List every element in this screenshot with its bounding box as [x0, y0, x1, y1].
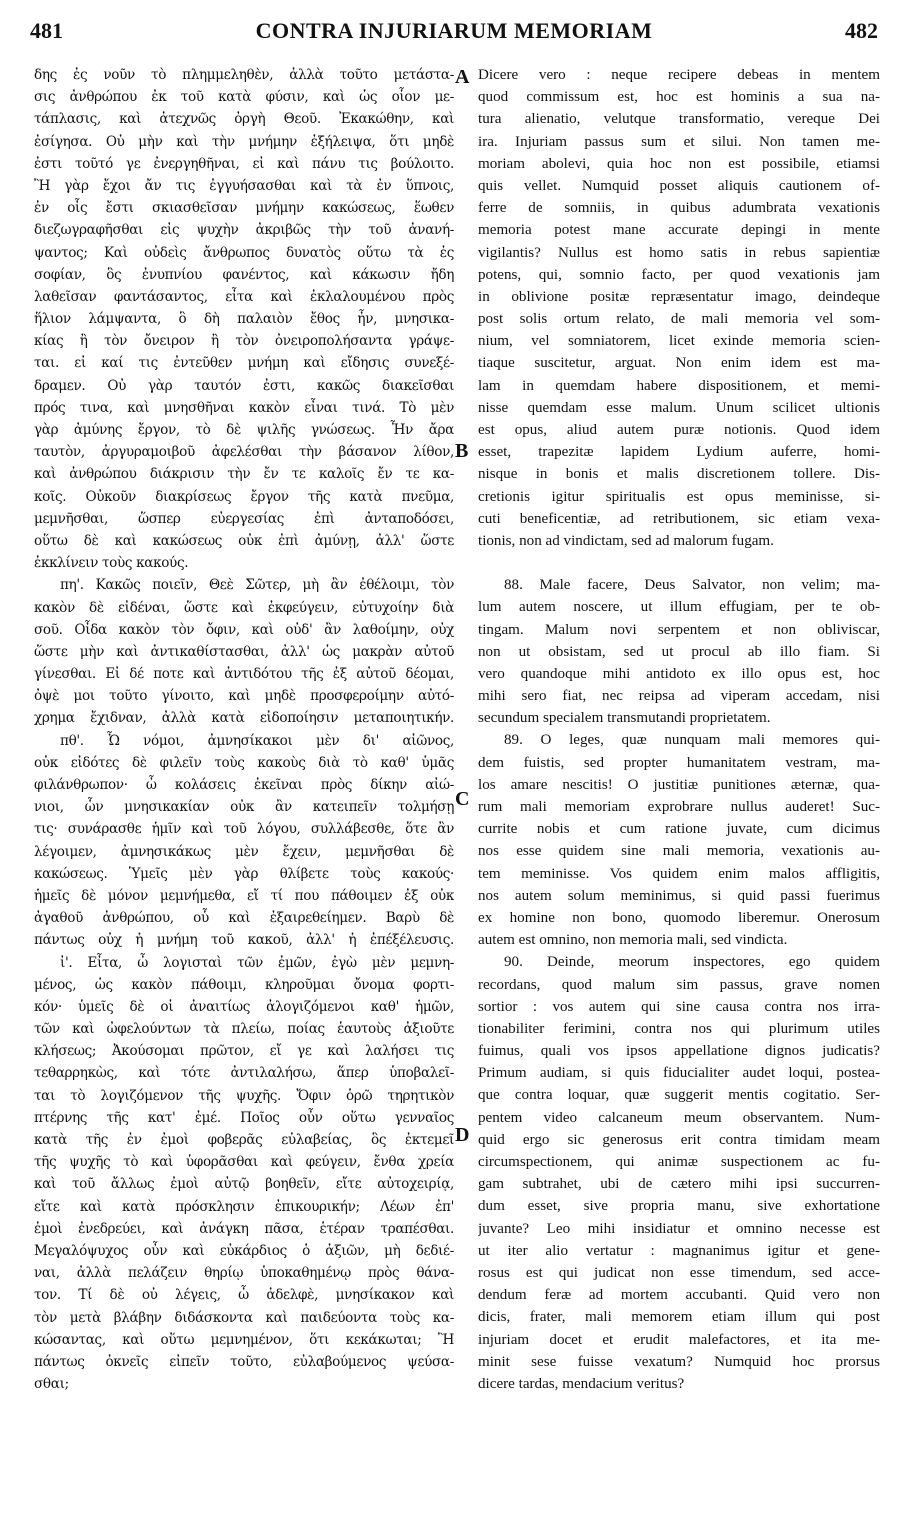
latin-text-line: quod commissum est, hoc est hominis a sua na-: [478, 89, 880, 106]
latin-text-line: secundum specialem transmutandi proprietatem.: [478, 710, 771, 727]
greek-text-line: καὶ ἀνθρώπου διάκρισιν τὴν ἔν τε καλοῖς ἔν τε κα-: [34, 466, 454, 483]
greek-text-line: μεμνῆσθαι, ὥσπερ εὐεργεσίας ἐπὶ ἀνταποδόσει,: [34, 510, 454, 527]
latin-text-line: in oblivione positæ repræsentatur imago, deindeque: [478, 288, 880, 305]
greek-text-line: Ἢ γὰρ ἔχοι ἄν τις ἐγγυήσασθαι καὶ τὰ ἐν ὕπνοις,: [34, 177, 454, 194]
latin-text-line: 89. O leges, quæ nunquam mali memores qui-: [504, 732, 880, 749]
latin-text-line: recordans, quod malum sim passus, grave nomen: [478, 976, 880, 993]
latin-text-line: tem meminisse. Vos quidem enim malos affligitis,: [478, 865, 880, 882]
greek-text-line: τὸν μετὰ βλάβην διδάσκοντα καὶ παιδεύοντα τοὺς κα-: [34, 1309, 454, 1326]
page-number-left: 481: [30, 18, 63, 43]
latin-text-line: nos autem solum meminimus, si quid passi fuerimus: [478, 887, 880, 904]
greek-text-line: κόν· ὑμεῖς δὲ οἱ ἀναιτίως ἀλογιζόμενοι καθ' ἡμῶν,: [34, 998, 454, 1015]
greek-text-line: πη'. Κακῶς ποιεῖν, Θεὲ Σῶτερ, μὴ ἂν ἐθέλοιμι, τὸν: [60, 577, 454, 594]
greek-text-line: τῶν καὶ ὠφελούντων τὰ πλείω, ποίας ἑαυτοὺς ἀξιοῦτε: [34, 1021, 454, 1038]
margin-letter-b: B: [455, 440, 469, 462]
greek-text-line: ἐκκλίνειν τοὺς κακούς.: [34, 555, 189, 572]
greek-text-line: ἐν οἷς ἔστι σκιασθεῖσαν μνήμην κακώσεως, ἕωθεν: [34, 200, 454, 217]
latin-text-line: quid ergo sic generosus erit contra timidam meam: [478, 1131, 880, 1148]
latin-text-line: nium, vel somniatorem, licet exinde memoria scien-: [478, 333, 880, 350]
latin-text-line: esset, trapezitæ lapidem Lydium auferre, homi-: [478, 444, 880, 461]
greek-text-line: ται τὸ λογιζόμενον τῆς ψυχῆς. Ὄφιν ὁρῶ τηρητικὸν: [34, 1087, 454, 1104]
running-title: CONTRA INJURIARUM MEMORIAM: [255, 18, 653, 43]
greek-text-line: σοῦ. Οἶδα κακὸν τὸν ὄφιν, καὶ οὐδ' ἂν λαθοίμην, οὐχ: [34, 621, 454, 638]
latin-text-line: ex homine non bono, quomodo liberemur. Onerosum: [478, 909, 880, 926]
greek-text-line: γὰρ ἀμύνης ἔργον, τὸ δὲ ψιλῆς γνώσεως. Ἦν ἄρα: [34, 422, 454, 438]
latin-text-line: minit sese fuisse vexatum? Numquid hoc prorsus: [478, 1353, 880, 1370]
greek-text-line: ἥλιον λάμψαντα, ὃ δὴ παλαιὸν ἔθος ἦν, μνησικα-: [34, 311, 454, 328]
greek-text-line: σις ἀνθρώπου ἐκ τοῦ κατὰ φύσιν, καὶ ὡς οἷον με-: [34, 89, 454, 106]
greek-text-line: καὶ τοῦ ἄλλως ἐμοὶ αὐτῷ βοηθεῖν, εἴτε αὐτοχειρίᾳ,: [34, 1176, 454, 1193]
latin-text-line: Dicere vero : neque recipere debeas in mentem: [478, 67, 880, 83]
greek-text-line: ἐσίγησα. Οὐ μὴν καὶ τὴν μνήμην ἐξήλειψα, ὅτι μηδὲ: [34, 133, 454, 150]
latin-text-line: tionis, non ad vindictam, sed ad malorum fugam.: [478, 532, 774, 549]
page-number-right: 482: [845, 18, 878, 43]
latin-text-line: tura alienatio, velutque transformatio, vereque Dei: [478, 111, 880, 128]
latin-text-line: injuriam docet et erudit malefactores, et ita me-: [478, 1331, 880, 1348]
latin-text-line: non ut obsistam, sed ut procul ab illo fiam. Si: [478, 643, 880, 660]
latin-text-line: tiaque suscitetur, arguat. Non enim idem est ma-: [478, 355, 880, 372]
latin-text-line: potens, qui, somnio facto, per quod vexationis jam: [478, 266, 880, 283]
greek-text-line: πθ'. Ὦ νόμοι, ἀμνησίκακοι μὲν δι' αἰῶνος,: [60, 732, 454, 749]
greek-text-line: ψαντος; Καὶ οὐδεὶς ἄνθρωπος δυνατὸς οὕτω τὰ ἐς: [34, 244, 454, 261]
latin-text-line: autem est omnino, non memoria mali, sed vindicta.: [478, 932, 788, 949]
greek-text-line: ὥστε μὴν καὶ ἀντικαθίστασθαι, ἀλλ' ὡς μακρὰν αὐτοῦ: [34, 643, 454, 660]
paragraph-gap: [478, 552, 880, 574]
greek-text-line: ἰ'. Εἶτα, ὦ λογισταὶ τῶν ἐμῶν, ἐγὼ μὲν μεμνη-: [60, 954, 454, 971]
latin-text-line: rum mali memoriam exprobrare nullus auderet! Suc-: [478, 799, 880, 815]
latin-text-line: mihi sero fiat, nec reipsa ad viperam accedam, nisi: [478, 688, 880, 705]
greek-text-line: τεθαρρηκὼς, καὶ τότε ἀντιλαλήσω, ἅπερ ὑποβαλεῖ-: [34, 1065, 454, 1082]
greek-text-line: νιοι, ὧν μνησικακίαν οὐκ ἂν κατειπεῖν τολμήσῃ: [34, 799, 454, 816]
latin-text-line: dendum feræ ad mortem accubanti. Quid vero non: [478, 1287, 880, 1304]
latin-text-line: ut iter alio vertatur : magnanimus igitur et gene-: [478, 1242, 880, 1259]
latin-text-line: ferre de somniis, in quibus adumbrata vexationis: [478, 200, 880, 217]
greek-text-column: [34, 64, 454, 1395]
latin-text-line: tingam. Malum novi serpentem et non obliviscar,: [478, 621, 880, 638]
greek-text-line: γίνεσθαι. Εἰ δέ ποτε καὶ ἀντιδότου τῆς ἐξ αὐτοῦ δέομαι,: [34, 666, 454, 683]
greek-text-line: πάντως ὀκνεῖς εἰπεῖν τοῦτο, εὐλαβούμενος ψεύσα-: [34, 1353, 454, 1370]
latin-text-line: ira. Injuriam passus sum et silui. Non tamen me-: [478, 133, 880, 150]
margin-letter-a: A: [455, 66, 470, 88]
latin-text-line: rosus est qui judicat non esse timendum, sed acce-: [478, 1264, 880, 1281]
greek-text-line: κλήσεως; Ἀκούσομαι πρῶτον, εἴ γε καὶ λαλήσει τις: [34, 1043, 454, 1060]
greek-text-line: λέγοιμεν, ἀμνησικάκως μὲν ἔχειν, μεμνῆσθαι δὲ: [34, 843, 454, 860]
latin-text-line: lam in quemdam habere dispositionem, et memi-: [478, 377, 880, 394]
latin-text-line: nisque in bonis et malis discretionem tollere. Dis-: [478, 466, 880, 483]
greek-text-line: σοφίαν, ὃς ἐνυπνίου φανέντος, καὶ κάκωσιν ἤδη: [34, 266, 454, 283]
running-header: [30, 18, 878, 48]
latin-text-line: circumspectionem, qui animæ suspectionem ac fu-: [478, 1154, 880, 1170]
greek-text-line: πάντως οὐχ ἡ μνήμη τοῦ κακοῦ, ἀλλ' ἡ ἐπέξέλευσις.: [34, 932, 454, 949]
greek-text-line: κακὸν δὲ εἰδέναι, ὥστε καὶ ἐκφεύγειν, εὐτυχοίην διὰ: [34, 599, 454, 616]
greek-text-line: κακώσεως. Ὑμεῖς μὲν γὰρ θλίβετε τοὺς κακούς·: [34, 865, 454, 882]
latin-text-line: gam subtrahet, ubi de cætero mihi ipsi succurren-: [478, 1176, 880, 1193]
latin-text-line: dicis, frater, mali memorem etiam illum qui post: [478, 1309, 880, 1326]
latin-text-line: lum autem noscere, ut illum effugiam, per te ob-: [478, 599, 880, 616]
latin-text-line: vigilantis? Nullus est homo satis in rebus sapientiæ: [478, 244, 880, 261]
greek-text-line: μένος, ὡς κακὸν πάθοιμι, κληροῦμαι ὄνομα φορτι-: [34, 976, 454, 993]
latin-text-line: dicere tardas, mendacium veritus?: [478, 1375, 685, 1392]
greek-text-line: κατὰ τῆς ἐν ἐμοὶ φοβερᾶς εὐλαβείας, ὃς ἐκτεμεῖ: [34, 1132, 454, 1148]
latin-text-line: moriam abolevi, quia hoc non est possibile, etiamsi: [478, 155, 880, 172]
greek-text-line: τῆς ψυχῆς τὸ καὶ ὑφορᾶσθαι καὶ φεύγειν, ἔνθα χρεία: [34, 1154, 454, 1171]
greek-text-line: Μεγαλόψυχος οὖν καὶ εὐκάρδιος ὁ ἀξιῶν, μὴ δεδιέ-: [34, 1242, 454, 1259]
latin-text-line: nos esse quidem sine mali memoria, vexationis au-: [478, 843, 880, 860]
greek-text-line: ται. εἰ καί τις ἐντεῦθεν μνήμη καὶ εἴδησις συνεξέ-: [34, 355, 454, 372]
greek-text-line: ὀψὲ μοι τοῦτο γίνοιτο, καὶ μηδὲ προσφεροίμην αὐτό-: [34, 688, 454, 705]
latin-text-line: fuimus, quali vos ipsos appellatione dignos judicatis?: [478, 1043, 880, 1060]
margin-letter-c: C: [455, 788, 470, 810]
latin-text-column: [478, 64, 880, 1395]
latin-text-line: Primum audiam, si quis fiducialiter audet loqui, postea-: [478, 1065, 880, 1082]
greek-text-line: τις· συνάρασθε ἡμῖν καὶ τοῦ λόγου, συλλάβεσθε, ὅτε ἂν: [34, 821, 454, 838]
latin-text-line: pentem video calcaneum meum observantem. Num-: [478, 1109, 880, 1126]
greek-text-line: κώσαντας, καὶ οὕτω μεμνημένον, ὅτι κεκάκωται; Ἢ: [34, 1331, 454, 1348]
greek-text-line: φιλάνθρωπον· ὦ κολάσεις ἐκεῖναι πρὸς δίκην αἰώ-: [34, 777, 454, 793]
latin-text-line: cretionis igitur spiritualis est opus meminisse, si-: [478, 488, 880, 505]
latin-text-line: currite nobis et cum ratione juvate, cum dicimus: [478, 821, 880, 838]
greek-text-line: οὐκ εἰδότες δὲ φιλεῖν τοὺς κακοὺς διὰ τὸ καθ' ὑμᾶς: [34, 754, 454, 771]
greek-text-line: κίας ἢ τὸν ὄνειρον ἢ τὸν ὀνειροπολήσαντα γράψε-: [34, 333, 454, 350]
greek-text-line: διεζωγραφῆσθαι εἰς ψυχὴν ἀκριβῶς τὴν τοῦ ἀνανή-: [34, 222, 454, 239]
greek-text-line: τον. Τί δὲ οὐ λέγεις, ὦ ἀδελφὲ, μνησίκακον καὶ: [34, 1287, 454, 1304]
greek-text-line: ἡμεῖς δὲ μόνον μεμνήμεθα, εἴ τί που πάθοιμεν ἐξ οὐκ: [34, 887, 454, 904]
greek-text-line: ἐστι τοῦτό γε ἐνεργηθῆναι, εἰ καὶ πάνυ τις βούλοιτο.: [34, 155, 454, 172]
latin-text-line: juvante? Leo mihi insidiatur et omnino necesse est: [478, 1220, 880, 1237]
greek-text-line: δης ἐς νοῦν τὸ πλημμεληθὲν, ἀλλὰ τοῦτο μετάστα-: [34, 67, 454, 83]
greek-text-line: πρός τινα, καὶ μνησθῆναι κακὸν εἶναι τινά. Τὸ μὲν: [34, 399, 454, 416]
greek-text-line: χρημα ἔχιδναν, ἀλλὰ κατὰ εἰδοποίησιν μεταποιητικήν.: [34, 710, 454, 727]
latin-text-line: sortior : vos autem qui sine causa contra nos irra-: [478, 998, 880, 1015]
greek-text-line: τάπλασις, καὶ ἀτεχνῶς ὀργὴ Θεοῦ. Ἐκακώθην, καὶ: [34, 111, 454, 128]
latin-text-line: vero quandoque mihi antidoto ex illo opus est, hoc: [478, 665, 880, 682]
margin-letter-d: D: [455, 1124, 470, 1146]
latin-text-line: tionabiliter ferimini, contra nos qui plurimum utiles: [478, 1020, 880, 1037]
greek-text-line: δραμεν. Οὐ γὰρ ταυτόν ἐστι, κακῶς διακεῖσθαι: [34, 377, 454, 394]
latin-text-line: los amare nescitis! O justitiæ punitiones æternæ, qua-: [478, 776, 880, 793]
latin-text-line: 90. Deinde, meorum inspectores, ego quidem: [504, 954, 880, 971]
latin-text-line: que contra loquar, quæ suggerit mentis cogitatio. Ser-: [478, 1087, 880, 1104]
greek-text-line: εἴτε καὶ κατὰ πρόσκλησιν ἐπικουρικήν; Λέων ἐπ': [34, 1198, 454, 1215]
latin-text-line: dum esset, sive propria manu, sive exhortatione: [478, 1198, 880, 1215]
latin-text-line: memoria potest mane accurate depingi in mente: [478, 222, 880, 239]
latin-text-line: dem fuistis, sed propter humanitatem vestram, ma-: [478, 754, 880, 771]
latin-text-line: cuti beneficentiæ, ad retributionem, sic etiam vexa-: [478, 510, 880, 527]
greek-text-line: πτέρνης τῆς κατ' ἐμέ. Ποῖος οὖν οὕτω γενναῖος: [34, 1109, 454, 1126]
greek-text-line: κοῖς. Οὐκοῦν διακρίσεως ἔργον τῆς κατὰ πνεῦμα,: [34, 488, 454, 505]
latin-text-line: est opus, aliud autem puræ notionis. Quod idem: [478, 422, 880, 438]
greek-text-line: ἀγαθοῦ ἀνθρώπου, οὗ καὶ ἐξαιρεθείημεν. Βαρὺ δὲ: [34, 910, 454, 927]
greek-text-line: ταυτὸν, ἀργυραμοιβοῦ ἀφελέσθαι τὴν βάσανον λίθον,: [34, 444, 454, 461]
greek-text-line: ἐμοὶ ἐνεδρεύει, καὶ ἀνάγκη πᾶσα, ἑτέραν τραπέσθαι.: [34, 1220, 454, 1237]
latin-text-line: 88. Male facere, Deus Salvator, non velim; ma-: [504, 577, 880, 594]
latin-text-line: quis vellet. Numquid posset aliquis cautionem of-: [478, 177, 880, 194]
latin-text-line: nisse quemdam esse malum. Unum scilicet ultionis: [478, 399, 880, 416]
greek-text-line: ναι, ἀλλὰ πελάζειν θηρίῳ ὑποκαθημένῳ πρὸς θάνα-: [34, 1265, 454, 1282]
greek-text-line: σθαι;: [34, 1376, 69, 1393]
latin-text-line: post solis ortum relato, de mali memoria vel som-: [478, 311, 880, 328]
greek-text-line: οὕτω δὲ καὶ κακώσεως οὐκ ἐπὶ ἀμύνῃ, ἀλλ' ὥστε: [34, 532, 454, 549]
greek-text-line: λαθεῖσαν φαντάσαντος, εἶτα καὶ ἐκλαλουμένου πρὸς: [34, 288, 454, 305]
